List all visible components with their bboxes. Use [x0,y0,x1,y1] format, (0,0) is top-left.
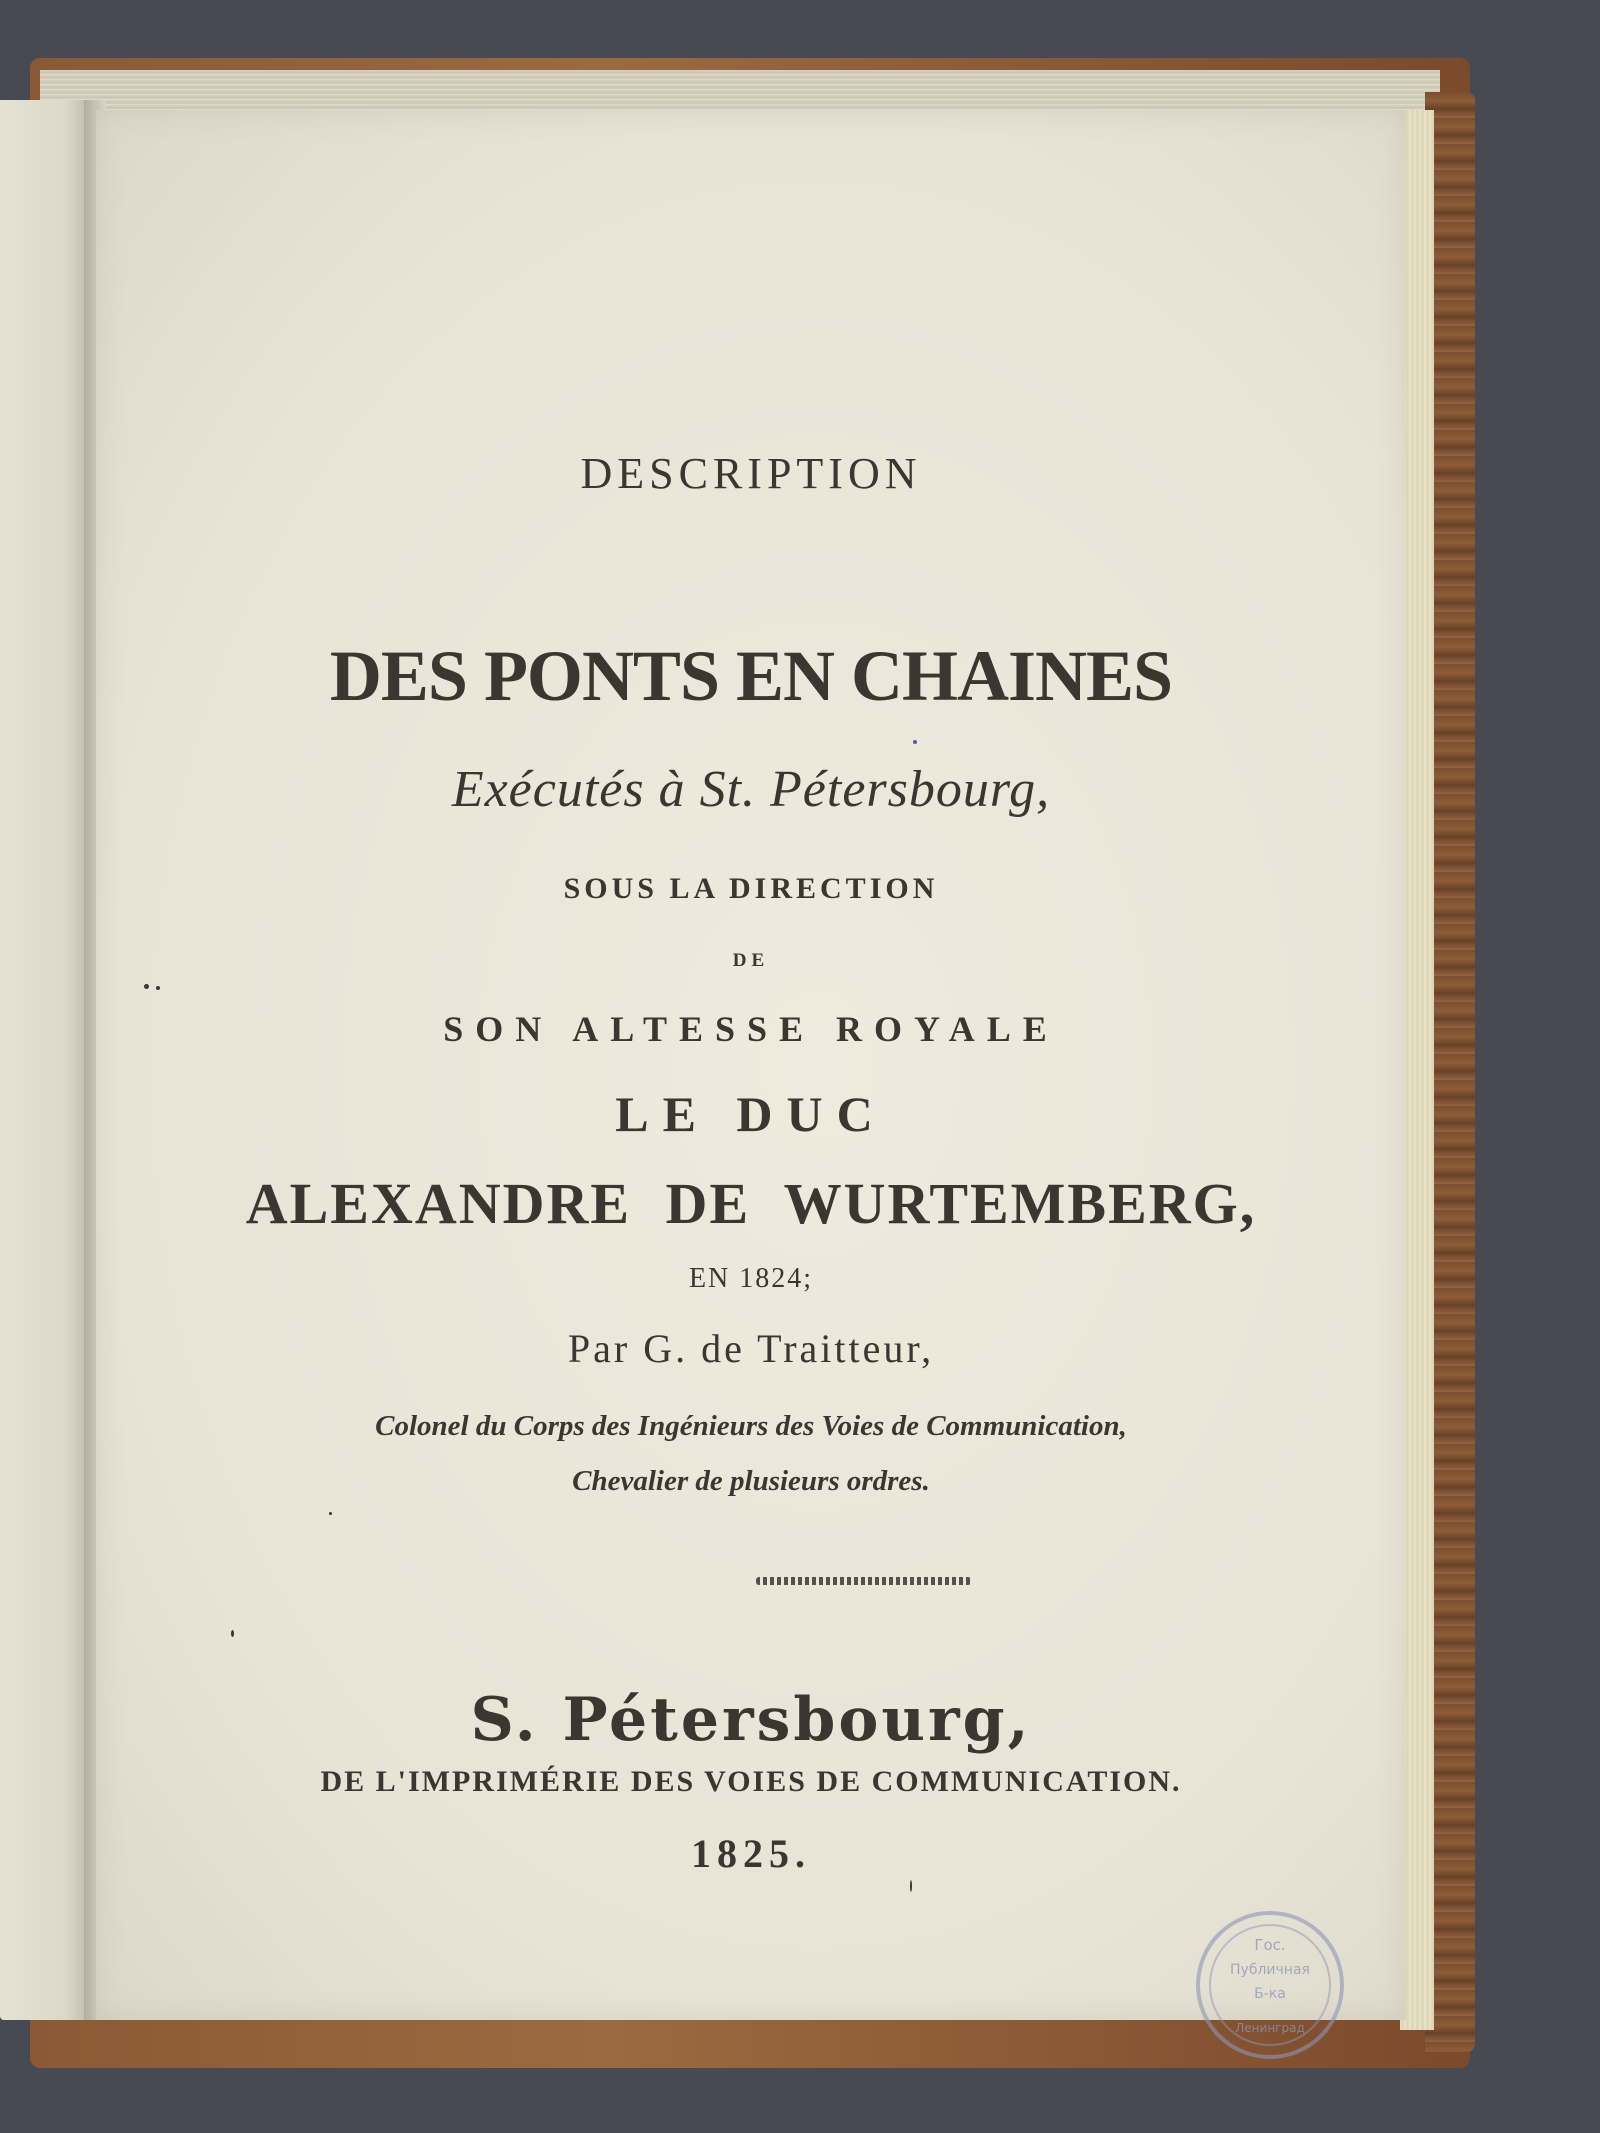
title-line-le-duc: LE DUC [615,1086,887,1142]
imprint-printer: DE L'IMPRIMÉRIE DES VOIES DE COMMUNICATION. [320,1765,1182,1798]
stamp-text-2: Публичная [1230,1962,1310,1978]
stamp-text-3: Б-ка [1254,1986,1286,2002]
ornamental-rule [756,1577,971,1585]
title-line-year-en: EN 1824; [688,1263,814,1294]
author-title-line: Colonel du Corps des Ingénieurs des Voies de Communication, [375,1410,1127,1442]
page-block-top-edge [40,70,1440,110]
library-stamp [1193,1908,1348,2063]
author-orders-line: Chevalier de plusieurs ordres. [572,1465,930,1497]
imprint-year: 1825. [691,1831,811,1876]
title-page [96,110,1406,2035]
imprint-city: S. Pétersbourg, [470,1685,1032,1755]
title-line-altesse: SON ALTESSE ROYALE [443,1009,1059,1049]
title-line-name: ALEXANDRE DE WURTEMBERG, [245,1171,1257,1236]
stamp-text-1: Гос. [1254,1936,1286,1954]
author-line: Par G. de Traitteur, [567,1326,935,1371]
title-line-executes: Exécutés à St. Pétersbourg, [451,761,1051,818]
left-page [0,100,95,2020]
library-stamp-icon [1193,1908,1348,2063]
stamp-text-4: Ленинград [1235,2021,1305,2035]
title-line-sous-la-direction: SOUS LA DIRECTION [563,872,939,905]
title-line-main: DES PONTS EN CHAINES [329,636,1173,716]
title-line-description: DESCRIPTION [580,449,922,498]
title-line-de: DE [732,950,770,971]
